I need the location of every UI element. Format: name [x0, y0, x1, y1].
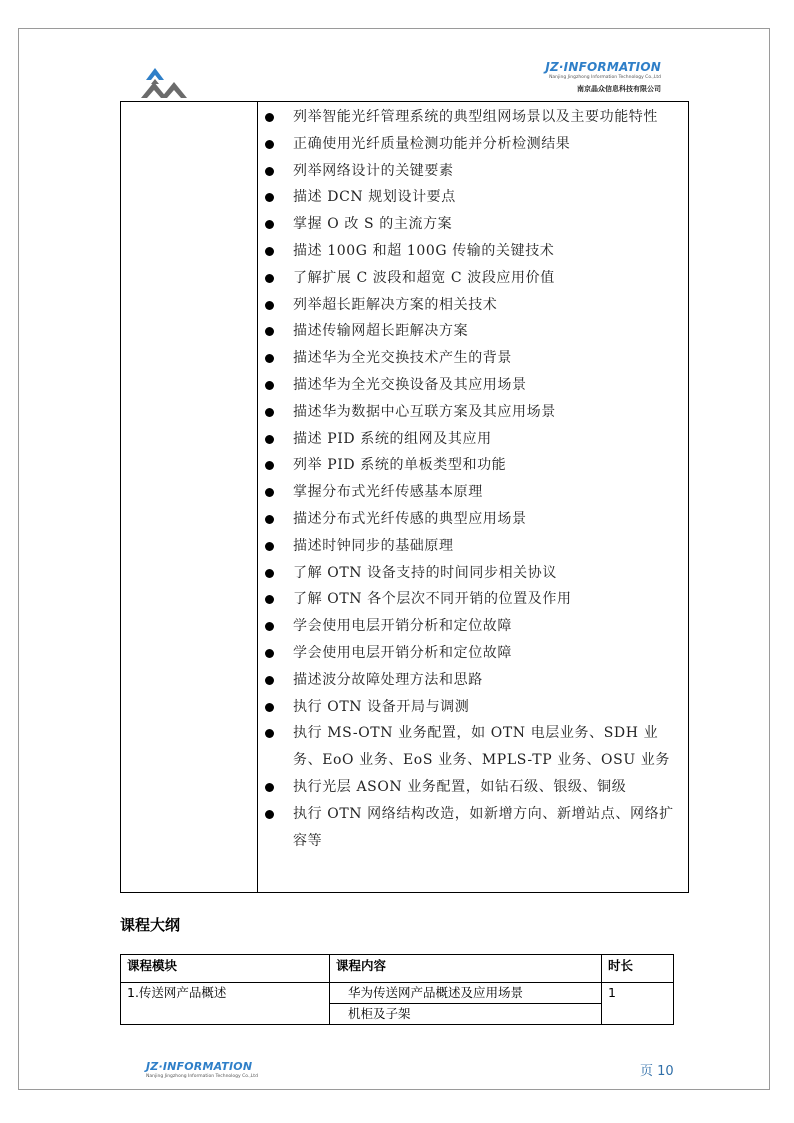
- module-cell: 1.传送网产品概述: [121, 983, 330, 1025]
- list-item: 描述华为全光交换设备及其应用场景: [265, 372, 681, 399]
- bullet-icon: [265, 408, 274, 417]
- bullet-icon: [265, 649, 274, 658]
- list-item: 了解 OTN 各个层次不同开销的位置及作用: [265, 586, 681, 613]
- page-number: 页 10: [640, 1064, 674, 1079]
- brand-logo-text: JZ·INFORMATION: [545, 60, 661, 74]
- bullet-icon: [265, 810, 274, 819]
- bullet-icon: [265, 381, 274, 390]
- list-item: 描述分布式光纤传感的典型应用场景: [265, 506, 681, 533]
- bullet-icon: [265, 515, 274, 524]
- list-item: 学会使用电层开销分析和定位故障: [265, 613, 681, 640]
- bullet-icon: [265, 354, 274, 363]
- list-item: 列举 PID 系统的单板类型和功能: [265, 452, 681, 479]
- bullet-icon: [265, 435, 274, 444]
- section-title: 课程大纲: [120, 916, 181, 934]
- company-name-cn: 南京晶众信息科技有限公司: [577, 85, 661, 93]
- header-brand: [531, 60, 661, 94]
- bullet-icon: [265, 167, 274, 176]
- bullet-icon: [265, 113, 274, 122]
- content-cell: 机柜及子架: [330, 1004, 602, 1025]
- duration-cell: 1: [602, 983, 674, 1025]
- bullet-icon: [265, 220, 274, 229]
- bullet-icon: [265, 461, 274, 470]
- bullet-icon: [265, 301, 274, 310]
- list-item: 列举智能光纤管理系统的典型组网场景以及主要功能特性: [265, 104, 681, 131]
- list-item: 学会使用电层开销分析和定位故障: [265, 640, 681, 667]
- list-item: 描述华为全光交换技术产生的背景: [265, 345, 681, 372]
- bullet-icon: [265, 676, 274, 685]
- bullet-icon: [265, 703, 274, 712]
- list-item: 正确使用光纤质量检测功能并分析检测结果: [265, 131, 681, 158]
- list-item: 执行 MS-OTN 业务配置，如 OTN 电层业务、SDH 业务、EoO 业务、EoS 业务、MPLS-TP 业务、OSU 业务: [265, 720, 681, 774]
- footer-logo-text: JZ·INFORMATION: [146, 1060, 253, 1073]
- column-header-content: 课程内容: [330, 955, 602, 983]
- bullet-icon: [265, 140, 274, 149]
- bullet-icon: [265, 247, 274, 256]
- list-item: 执行光层 ASON 业务配置，如钻石级、银级、铜级: [265, 774, 681, 801]
- objectives-list: [265, 104, 681, 854]
- list-item: 掌握分布式光纤传感基本原理: [265, 479, 681, 506]
- brand-subtitle: Nanjing Jingzhong Information Technology Co.,Ltd: [549, 75, 661, 80]
- bullet-icon: [265, 595, 274, 604]
- list-item: 了解 OTN 设备支持的时间同步相关协议: [265, 560, 681, 587]
- table-row: [121, 983, 674, 1004]
- list-item: 描述传输网超长距解决方案: [265, 318, 681, 345]
- list-item: 掌握 O 改 S 的主流方案: [265, 211, 681, 238]
- table-column-divider: [257, 102, 258, 892]
- list-item: 描述 100G 和超 100G 传输的关键技术: [265, 238, 681, 265]
- bullet-icon: [265, 783, 274, 792]
- list-item: 描述 PID 系统的组网及其应用: [265, 426, 681, 453]
- list-item: 执行 OTN 设备开局与调测: [265, 694, 681, 721]
- list-item: 描述时钟同步的基础原理: [265, 533, 681, 560]
- list-item: 描述 DCN 规划设计要点: [265, 184, 681, 211]
- bullet-icon: [265, 569, 274, 578]
- bullet-icon: [265, 274, 274, 283]
- bullet-icon: [265, 488, 274, 497]
- list-item: 描述波分故障处理方法和思路: [265, 667, 681, 694]
- bullet-icon: [265, 542, 274, 551]
- bullet-icon: [265, 193, 274, 202]
- list-item: 列举超长距解决方案的相关技术: [265, 292, 681, 319]
- list-item: 描述华为数据中心互联方案及其应用场景: [265, 399, 681, 426]
- content-cell: 华为传送网产品概述及应用场景: [330, 983, 602, 1004]
- footer-subtitle: Nanjing Jingzhong Information Technology Co.,Ltd: [146, 1074, 258, 1079]
- table-header-row: [121, 955, 674, 983]
- list-item: 列举网络设计的关键要素: [265, 158, 681, 185]
- list-item: 了解扩展 C 波段和超宽 C 波段应用价值: [265, 265, 681, 292]
- list-item: 执行 OTN 网络结构改造，如新增方向、新增站点、网络扩容等: [265, 801, 681, 855]
- column-header-duration: 时长: [602, 955, 674, 983]
- company-mountain-logo: [121, 60, 207, 100]
- bullet-icon: [265, 327, 274, 336]
- course-outline-table: [120, 954, 674, 1025]
- bullet-icon: [265, 622, 274, 631]
- column-header-module: 课程模块: [121, 955, 330, 983]
- footer-brand: [146, 1060, 258, 1079]
- bullet-icon: [265, 729, 274, 738]
- objectives-table: [120, 101, 689, 893]
